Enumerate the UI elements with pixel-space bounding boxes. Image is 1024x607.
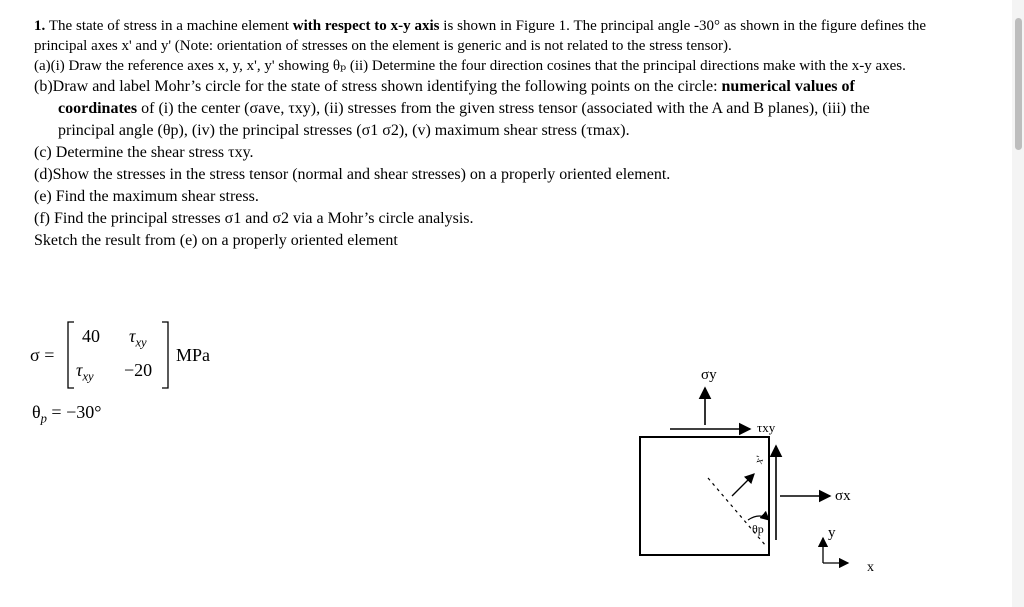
tau-21: τ bbox=[76, 360, 83, 380]
theta-sub: p bbox=[40, 411, 47, 426]
intro-text-1: The state of stress in a machine element bbox=[48, 18, 293, 34]
tau-21-sub: xy bbox=[82, 369, 94, 384]
x-prime-arrow bbox=[732, 474, 754, 496]
part-b-bold: numerical values of coordinates bbox=[58, 78, 855, 117]
part-c: (c) Determine the shear stress τxy. bbox=[34, 144, 254, 161]
figure-1 bbox=[630, 360, 880, 585]
problem-text bbox=[34, 16, 926, 252]
sigma-symbol: σ = bbox=[30, 345, 55, 365]
sigma-x-label: σx bbox=[835, 488, 851, 504]
axis-x-label: x bbox=[867, 560, 874, 575]
sketch-instruction: Sketch the result from (e) on a properly oriented element bbox=[34, 232, 398, 249]
part-d: (d)Show the stresses in the stress tensor (normal and shear stresses) on a properly oriented element. bbox=[34, 166, 671, 183]
element-square bbox=[640, 437, 769, 555]
scrollbar-thumb[interactable] bbox=[1015, 18, 1022, 150]
sigma-y-label: σy bbox=[701, 367, 717, 383]
theta-value: = −30° bbox=[46, 402, 102, 422]
intro-text-2: is shown in Figure 1. The principal angle -30° as shown in the figure defines the principal axes x' and y' (Note: orientation of stresses on the element is generic and is not related to the stress tensor). bbox=[34, 18, 926, 54]
tau-12-sub: xy bbox=[135, 335, 147, 350]
tensor-a11: 40 bbox=[82, 326, 100, 346]
part-b-text-1: (b)Draw and label Mohr’s circle for the state of stress shown identifying the following points on the circle: bbox=[34, 78, 722, 95]
part-b bbox=[34, 76, 926, 142]
part-e: (e) Find the maximum shear stress. bbox=[34, 188, 259, 205]
theta-arc bbox=[748, 516, 769, 520]
tensor-unit: MPa bbox=[176, 345, 211, 365]
tau-xy-label: τxy bbox=[757, 420, 776, 435]
stress-tensor bbox=[30, 318, 240, 433]
intro-bold: with respect to x-y axis bbox=[292, 18, 440, 34]
tensor-a22: −20 bbox=[124, 360, 153, 380]
axis-y-label: y bbox=[828, 525, 836, 541]
problem-number: 1. bbox=[34, 18, 46, 34]
part-f: (f) Find the principal stresses σ1 and σ2 via a Mohr’s circle analysis. bbox=[34, 210, 474, 227]
tensor-a12 bbox=[129, 326, 147, 351]
part-b-text-2: of (i) the center (σave, τxy), (ii) stresses from the given stress tensor (associated with the A and B planes), (iii) the principal angle (θp), (iv) the principal stresses (σ1 σ2), (v) maximum shear stress (τmax). bbox=[58, 100, 870, 139]
stress-element-drawing bbox=[630, 360, 880, 585]
tensor-a21 bbox=[76, 360, 94, 385]
part-a: (a)(i) Draw the reference axes x, y, x', y' showing θₚ (ii) Determine the four direction cosines that the principal directions make with the x-y axes. bbox=[34, 58, 906, 74]
theta-symbol: θ bbox=[32, 402, 41, 422]
problem-intro bbox=[34, 16, 926, 56]
theta-p-label: θp bbox=[752, 522, 764, 536]
scrollbar[interactable] bbox=[1012, 0, 1024, 607]
principal-angle bbox=[32, 402, 101, 427]
tau-12: τ bbox=[129, 326, 136, 346]
x-prime-label: x' bbox=[752, 454, 767, 466]
